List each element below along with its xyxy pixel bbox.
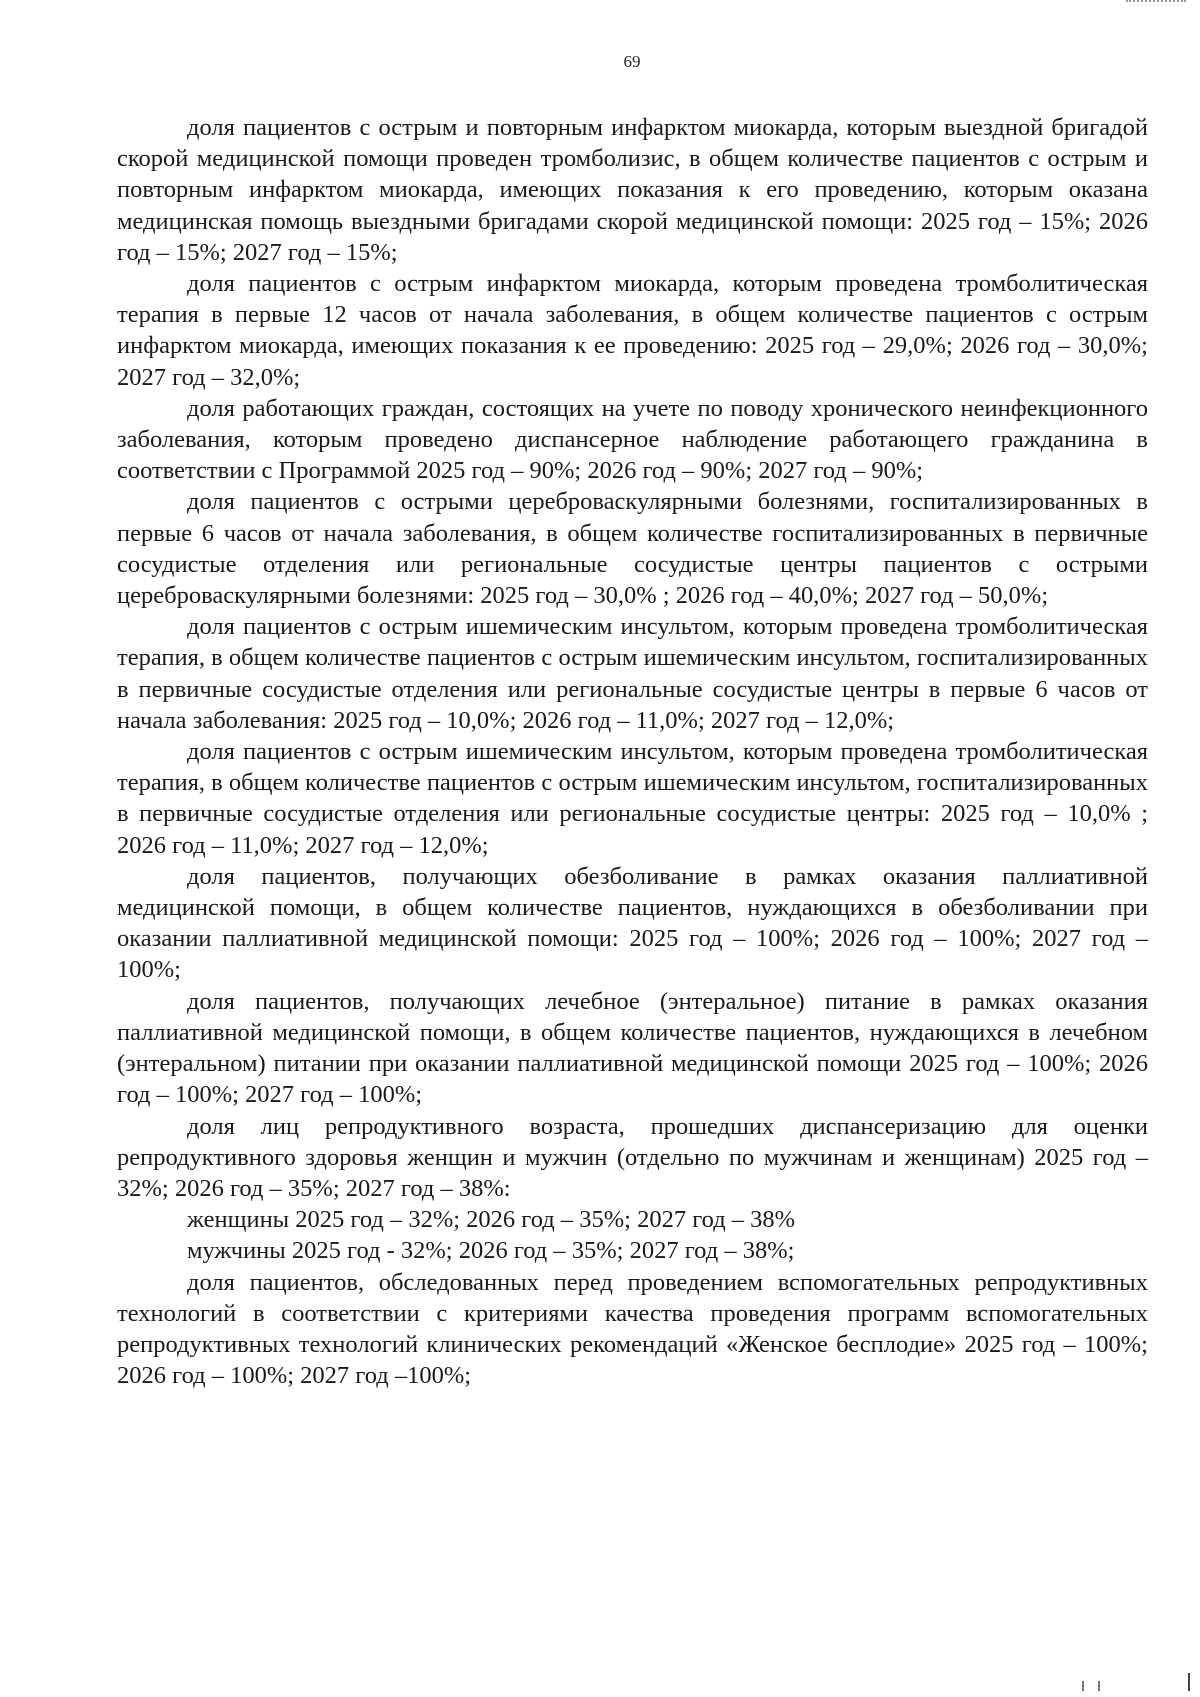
paragraph-ischemic-stroke-total: доля пациентов с острым ишемическим инсультом, которым проведена тромболитическая терапия, в общем количестве пациентов с острым ишемическим инсультом, госпитализированных в первичные сосудистые отделения или региональные сосудистые центры: 2025 год – 10,0% ; 2026 год – 11,0%; 2027 год – 12,0%; xyxy=(117,738,1148,859)
paragraph-cerebrovascular-hospitalized: доля пациентов с острыми цереброваскулярными болезнями, госпитализированных в первые 6 часов от начала заболевания, в общем количестве госпитализированных в первичные сосудистые отделения или региональные сосудистые центры пациентов с острыми цереброваскулярными болезнями: 2025 год – 30,0% ; 2026 год – 40,0%; 2027 год – 50,0%; xyxy=(117,488,1148,610)
paragraph-ischemic-stroke-6h: доля пациентов с острым ишемическим инсультом, которым проведена тромболитическая терапия, в общем количестве пациентов с острым ишемическим инсультом, госпитализированных в первичные сосудистые отделения или региональные сосудистые центры в первые 6 часов от начала заболевания: 2025 год – 10,0%; 2026 год – 11,0%; 2027 год – 12,0%; xyxy=(117,613,1148,734)
paragraph-reproductive-women: женщины 2025 год – 32%; 2026 год – 35%; 2027 год – 38% xyxy=(187,1206,796,1234)
scan-edge-line xyxy=(1188,1673,1190,1691)
paragraph-dispensary-observation: доля работающих граждан, состоящих на учете по поводу хронического неинфекционного заболевания, которым проведено диспансерное наблюдение работающего гражданина в соответствии с Программой 2025 год – 90%; 2026 год – 90%; 2027 год – 90%; xyxy=(117,394,1148,485)
paragraph-thrombolytic-therapy-mi: доля пациентов с острым инфарктом миокарда, которым проведена тромболитическая терапия в первые 12 часов от начала заболевания, в общем количестве пациентов с острым инфарктом миокарда, имеющих показания к ее проведению: 2025 год – 29,0%; 2026 год – 30,0%; 2027 год – 32,0%; xyxy=(117,270,1148,391)
paragraph-thrombolysis-ambulance: доля пациентов с острым и повторным инфарктом миокарда, которым выездной бригадой скорой медицинской помощи проведен тромболизис, в общем количестве пациентов с острым и повторным инфарктом миокарда, имеющих показания к его проведению, которым оказана медицинская помощь выездными бригадами скорой медицинской помощи: 2025 год – 15%; 2026 год – 15%; 2027 год – 15%; xyxy=(117,114,1148,266)
paragraph-reproductive-screening: доля лиц репродуктивного возраста, прошедших диспансеризацию для оценки репродуктивного здоровья женщин и мужчин (отдельно по мужчинам и женщинам) 2025 год – 32%; 2026 год – 35%; 2027 год – 38%: xyxy=(117,1112,1148,1202)
paragraph-reproductive-men: мужчины 2025 год - 32%; 2026 год – 35%; 2027 год – 38%; xyxy=(187,1237,795,1265)
scan-corner-mark xyxy=(1126,0,1186,8)
paragraph-palliative-nutrition: доля пациентов, получающих лечебное (энтеральное) питание в рамках оказания паллиативной медицинской помощи, в общем количестве пациентов, нуждающихся в лечебном (энтеральном) питании при оказании паллиативной медицинской помощи 2025 год – 100%; 2026 год – 100%; 2027 год – 100%; xyxy=(117,987,1148,1109)
page-body xyxy=(117,112,1148,1391)
paragraph-palliative-analgesia: доля пациентов, получающих обезболивание в рамках оказания паллиативной медицинской помощи, в общем количестве пациентов, нуждающихся в обезболивании при оказании паллиативной медицинской помощи: 2025 год – 100%; 2026 год – 100%; 2027 год – 100%; xyxy=(117,862,1148,984)
paragraph-art-examination: доля пациентов, обследованных перед проведением вспомогательных репродуктивных технологий в соответствии с критериями качества проведения программ вспомогательных репродуктивных технологий клинических рекомендаций «Женское бесплодие» 2025 год – 100%; 2026 год – 100%; 2027 год –100%; xyxy=(117,1268,1148,1390)
scan-edge-mark xyxy=(1082,1681,1100,1691)
page-number: 69 xyxy=(623,52,641,71)
